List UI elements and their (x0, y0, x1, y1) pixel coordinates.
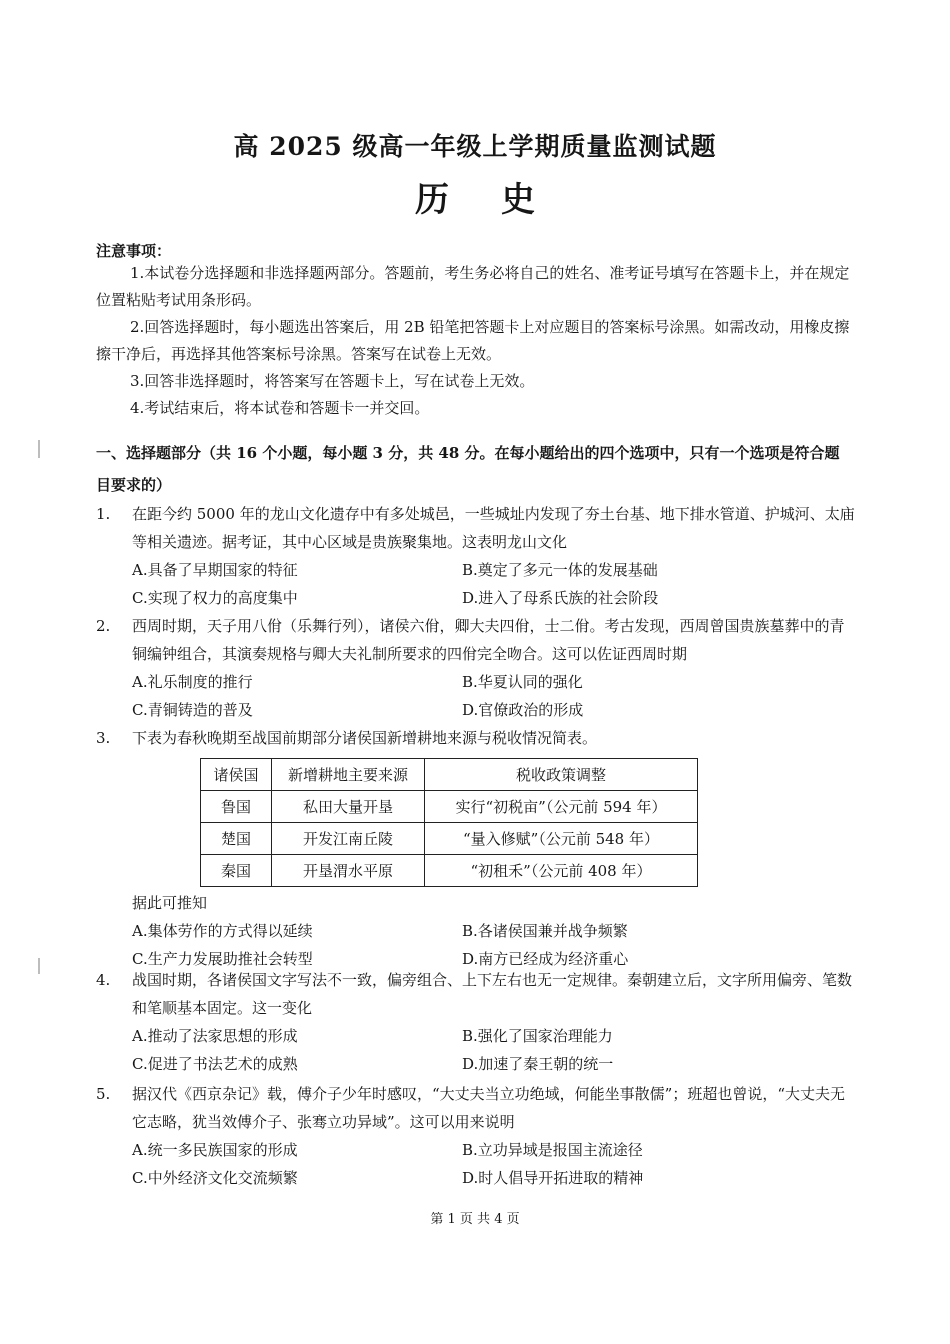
option-a[interactable]: A.具备了早期国家的特征 (132, 561, 298, 579)
question-4 (96, 966, 856, 1078)
question-3 (96, 724, 856, 973)
data-table (200, 758, 698, 887)
table-row (201, 823, 698, 855)
option-b[interactable]: B.立功异域是报国主流途径 (462, 1141, 643, 1159)
scan-mark (38, 958, 40, 974)
option-b[interactable]: B.强化了国家治理能力 (462, 1027, 613, 1045)
question-number: 4. (96, 971, 111, 989)
notice-list (96, 260, 852, 422)
option-d[interactable]: D.官僚政治的形成 (462, 701, 584, 719)
options (132, 1136, 856, 1192)
table-cell: 楚国 (201, 823, 272, 855)
question-number: 2. (96, 617, 111, 635)
option-c[interactable]: C.实现了权力的高度集中 (132, 589, 298, 607)
question-2 (96, 612, 856, 724)
question-number: 5. (96, 1085, 111, 1103)
notice-item: 1.本试卷分选择题和非选择题两部分。答题前，考生务必将自己的姓名、准考证号填写在答题卡上，并在规定位置粘贴考试用条形码。 (96, 264, 850, 309)
table-header: 新增耕地主要来源 (272, 759, 425, 791)
table-header: 税收政策调整 (425, 759, 698, 791)
table-cell: 秦国 (201, 855, 272, 887)
option-d[interactable]: D.时人倡导开拓进取的精神 (462, 1169, 644, 1187)
table-cell: 开垦渭水平原 (272, 855, 425, 887)
exam-title: 高 2025 级高一年级上学期质量监测试题 (233, 132, 717, 161)
table-cell: 私田大量开垦 (272, 791, 425, 823)
option-a[interactable]: A.礼乐制度的推行 (132, 673, 253, 691)
option-c[interactable]: C.青铜铸造的普及 (132, 701, 253, 719)
option-b[interactable]: B.华夏认同的强化 (462, 673, 583, 691)
option-c[interactable]: C.促进了书法艺术的成熟 (132, 1055, 298, 1073)
question-1 (96, 500, 856, 612)
table-row (201, 855, 698, 887)
option-c[interactable]: C.生产力发展助推社会转型 (132, 950, 313, 968)
question-5 (96, 1080, 856, 1192)
table-header-row (201, 759, 698, 791)
option-d[interactable]: D.南方已经成为经济重心 (462, 950, 629, 968)
option-d[interactable]: D.加速了秦王朝的统一 (462, 1055, 614, 1073)
question-stem: 据汉代《西京杂记》载，傅介子少年时感叹，“大丈夫当立功绝域，何能坐事散儒”；班超也曾说，“大丈夫无它志略，犹当效傅介子、张骞立功异域”。这可以用来说明 (132, 1085, 846, 1131)
page-footer: 第 1 页 共 4 页 (430, 1212, 520, 1227)
option-c[interactable]: C.中外经济文化交流频繁 (132, 1169, 298, 1187)
notice-item: 2.回答选择题时，每小题选出答案后，用 2B 铅笔把答题卡上对应题目的答案标号涂黑。如需改动，用橡皮擦擦干净后，再选择其他答案标号涂黑。答案写在试卷上无效。 (96, 318, 850, 363)
option-a[interactable]: A.集体劳作的方式得以延续 (132, 922, 313, 940)
notice-item: 3.回答非选择题时，将答案写在答题卡上，写在试卷上无效。 (130, 372, 535, 390)
option-a[interactable]: A.推动了法家思想的形成 (132, 1027, 298, 1045)
question-number: 3. (96, 729, 111, 747)
section-heading: 一、选择题部分（共 16 个小题，每小题 3 分，共 48 分。在每小题给出的四个选项中，只有一个选项是符合题目要求的） (96, 444, 840, 494)
question-followup: 据此可推知 (132, 894, 208, 912)
notice-item: 4.考试结束后，将本试卷和答题卡一并交回。 (130, 399, 430, 417)
notice-heading: 注意事项： (96, 242, 172, 260)
table-cell: 开发江南丘陵 (272, 823, 425, 855)
options (132, 917, 856, 973)
scan-mark (38, 440, 40, 458)
option-b[interactable]: B.各诸侯国兼并战争频繁 (462, 922, 628, 940)
option-b[interactable]: B.奠定了多元一体的发展基础 (462, 561, 658, 579)
table-row (201, 791, 698, 823)
table-cell: “初租禾”（公元前 408 年） (425, 855, 698, 887)
options (132, 668, 856, 724)
table-cell: “量入修赋”（公元前 548 年） (425, 823, 698, 855)
table-cell: 实行“初税亩”（公元前 594 年） (425, 791, 698, 823)
question-stem: 西周时期，天子用八佾（乐舞行列），诸侯六佾，卿大夫四佾，士二佾。考古发现，西周曾国贵族墓葬中的青铜编钟组合，其演奏规格与卿大夫礼制所要求的四佾完全吻合。这可以佐证西周时期 (132, 617, 845, 663)
question-stem: 下表为春秋晚期至战国前期部分诸侯国新增耕地来源与税收情况简表。 (132, 729, 598, 747)
option-d[interactable]: D.进入了母系氏族的社会阶段 (462, 589, 659, 607)
options (132, 1022, 856, 1078)
table-header: 诸侯国 (201, 759, 272, 791)
subject-title: 历史 (415, 180, 587, 220)
option-a[interactable]: A.统一多民族国家的形成 (132, 1141, 298, 1159)
table-cell: 鲁国 (201, 791, 272, 823)
question-stem: 在距今约 5000 年的龙山文化遗存中有多处城邑，一些城址内发现了夯土台基、地下排水管道、护城河、太庙等相关遗迹。据考证，其中心区域是贵族聚集地。这表明龙山文化 (132, 505, 855, 551)
question-number: 1. (96, 505, 111, 523)
question-stem: 战国时期，各诸侯国文字写法不一致，偏旁组合、上下左右也无一定规律。秦朝建立后，文字所用偏旁、笔数和笔顺基本固定。这一变化 (132, 971, 853, 1017)
options (132, 556, 856, 612)
